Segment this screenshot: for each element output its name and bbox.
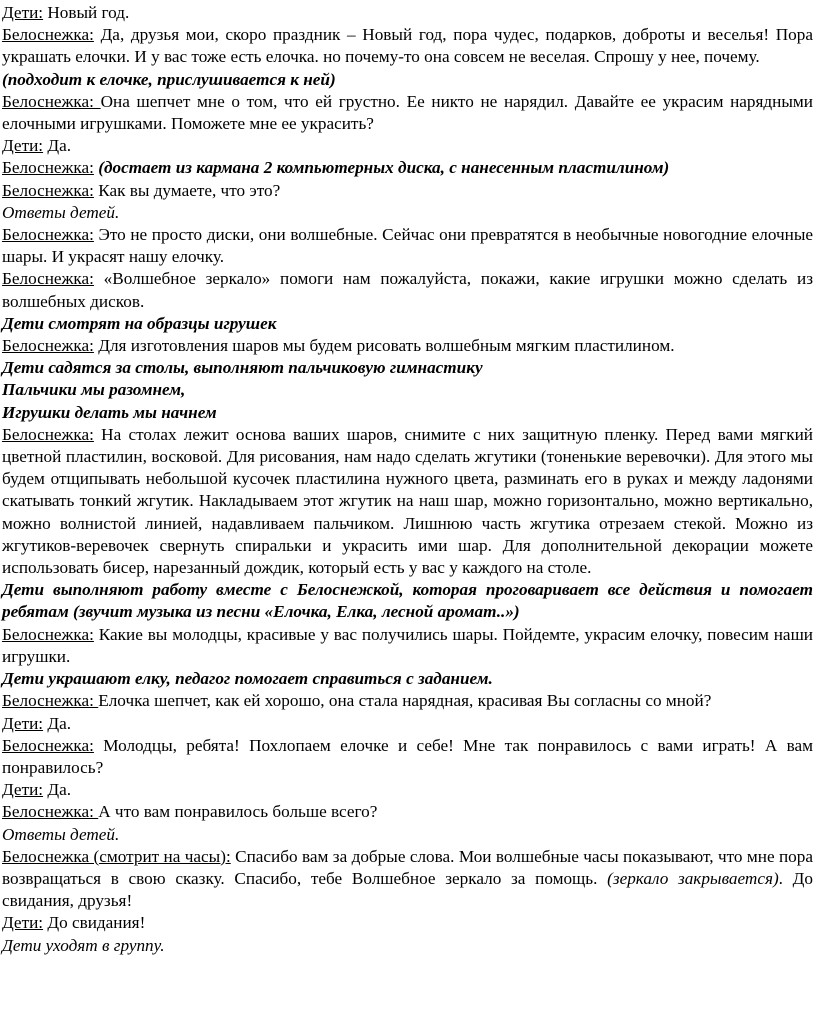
stage-text: (зеркало закрывается) [607,868,779,888]
line-text: Новый год. [43,3,130,22]
speaker-label: Белоснежка: [2,180,94,200]
script-line [2,157,813,179]
speaker-label: Белоснежка: [2,624,94,644]
speaker-label: Белоснежка (смотрит на часы): [2,846,231,866]
script-line [2,912,813,934]
speaker-label: Белоснежка: [2,269,94,289]
stage-direction [2,313,813,335]
stage-direction [2,402,813,424]
line-text: «Волшебное зеркало» помоги нам пожалуйста, покажи, какие игрушки можно сделать из волшебных дисков. [2,269,813,311]
speaker-label: Белоснежка: [2,802,99,822]
stage-text: Дети смотрят на образцы игрушек [2,313,277,333]
line-text: Да. [43,136,72,156]
stage-text: Дети выполняют работу вместе с Белоснежкой, которая проговаривает все действия и помогает ребятам (звучит музыка из песни «Елочка, Елка, лесной аромат..») [2,580,813,622]
note-text: Дети уходят в группу. [2,935,165,955]
speaker-label: Дети: [2,780,44,800]
speaker-label: Белоснежка: [2,735,94,755]
line-text: Да. [43,713,72,733]
note-line [2,824,813,846]
note-text: Ответы детей. [2,202,120,222]
script-line [2,424,813,579]
line-text: Она шепчет мне о том, что ей грустно. Ее никто не нарядил. Давайте ее украсим нарядными елочными игрушками. Поможете мне ее украсить? [2,91,813,134]
line-text: Да. [43,780,72,800]
speaker-label: Белоснежка: [2,91,101,111]
script-line [2,624,813,668]
script-line [2,91,813,135]
stage-text: Дети украшают елку, педагог помогает справиться с заданием. [2,669,493,689]
script-line [2,779,813,801]
line-text: На столах лежит основа ваших шаров, снимите с них защитную пленку. Перед вами мягкий цветной пластилин, восковой. Для рисования, нам надо сделать жгутики (тоненькие веревочки). Для этого мы будем отщипывать небольшой кусочек пластилина нужного цвета, разминать его в руках и между ладонями скатывать тонкий жгутик. Накладываем этот жгутик на наш шар, можно горизонтально, можно вертикально, можно волнистой линией, надавливаем пальчиком. Лишнюю часть жгутика отрезаем стекой. Можно из жгутиков-веревочек свернуть спиральки и украсить ими шар. Для дополнительной декорации можете использовать бисер, нарезанный дождик, который есть у вас у каждого на столе. [2,424,813,578]
stage-text: Пальчики мы разомнем, [2,380,186,400]
line-text: Да, друзья мои, скоро праздник – Новый год, пора чудес, подарков, доброты и веселья! Пора украшать елочки. И у вас тоже есть елочка. но почему-то она совсем не веселая. Спрошу у нее, почему. [2,25,813,67]
stage-text: (подходит к елочке, прислушивается к ней) [2,69,336,89]
speaker-label: Белоснежка: [2,158,94,178]
script-line [2,135,813,157]
script-line [2,735,813,779]
script-line [2,801,813,823]
stage-direction [2,379,813,401]
speaker-label: Белоснежка: [2,691,99,711]
line-text: Для изготовления шаров мы будем рисовать волшебным мягким пластилином. [93,336,675,356]
stage-direction [2,357,813,379]
line-text-tail: . До свидания, друзья! [2,868,813,911]
line-text: До свидания! [43,913,146,933]
script-line [2,268,813,312]
line-text: Какие вы молодцы, красивые у вас получились шары. Пойдемте, украсим елочку, повесим наши игрушки. [2,624,813,666]
note-line [2,935,813,957]
line-text: Елочка шепчет, как ей хорошо, она стала нарядная, красивая Вы согласны со мной? [98,691,712,711]
speaker-label: Дети: [2,713,44,733]
speaker-label: Дети: [2,3,44,22]
speaker-label: Белоснежка: [2,25,94,45]
speaker-label: Дети: [2,913,44,933]
script-line [2,335,813,357]
script-line [2,224,813,268]
script-line [2,713,813,735]
stage-text: (достает из кармана 2 компьютерных диска, с нанесенным пластилином) [93,158,670,178]
stage-direction [2,579,813,623]
line-text: Спасибо вам за добрые слова. Мои волшебные часы показывают, что мне пора возвращаться в свою сказку. Спасибо, тебе Волшебное зеркало за помощь. [2,846,813,888]
script-line [2,180,813,202]
script-line [2,690,813,712]
line-text: Молодцы, ребята! Похлопаем елочке и себе! Мне так понравилось с вами играть! А вам понравилось? [2,735,813,777]
speaker-label: Белоснежка: [2,225,94,245]
line-text: Это не просто диски, они волшебные. Сейчас они превратятся в необычные новогодние елочные шары. И украсят нашу елочку. [2,225,813,267]
line-text: А что вам понравилось больше всего? [98,802,378,822]
speaker-label: Белоснежка: [2,424,94,444]
script-line [2,846,813,913]
line-text: Как вы думаете, что это? [93,180,281,200]
stage-direction [2,668,813,690]
script-line [2,2,813,24]
stage-text: Игрушки делать мы начнем [2,402,217,422]
note-line [2,202,813,224]
note-text: Ответы детей. [2,824,120,844]
speaker-label: Белоснежка: [2,336,94,356]
stage-text: Дети садятся за столы, выполняют пальчиковую гимнастику [2,358,483,378]
speaker-label: Дети: [2,136,44,156]
script-line [2,24,813,68]
stage-direction [2,69,813,91]
